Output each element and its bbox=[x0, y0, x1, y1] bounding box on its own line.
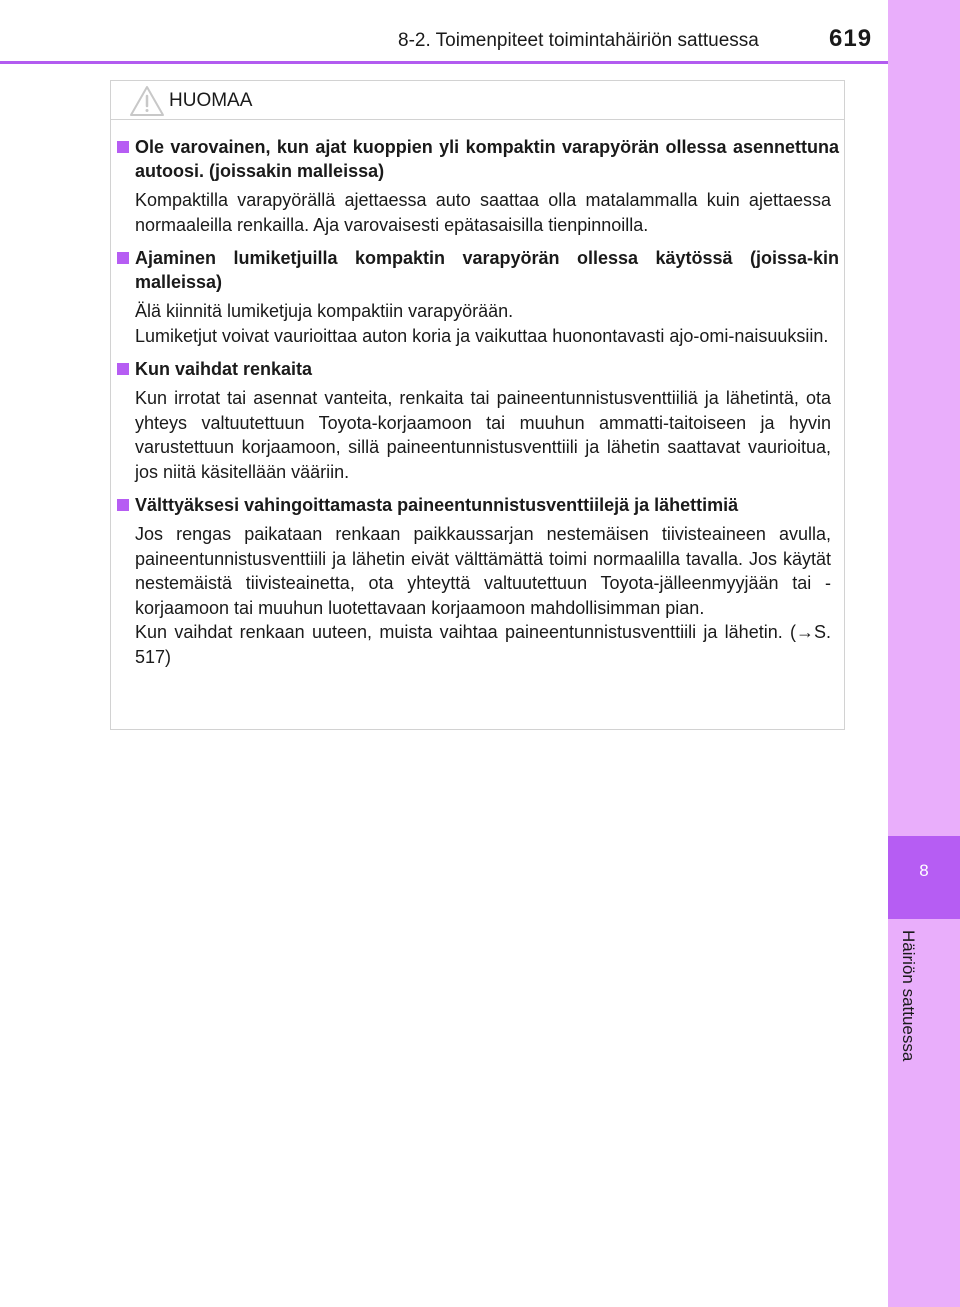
paragraph: Kun irrotat tai asennat vanteita, renkaita tai paineentunnistusventtiiliä ja lähetintä, ota yhteys valtuutettuun Toyota-korjaamoon tai muuhun ammatti-taitoiseen ja hyvin varustettuun korjaamoon, sillä paineentunnistusventtiili ja lähetin saattavat vaurioitua, jos niitä käsitellään vääriin. bbox=[135, 388, 831, 482]
chapter-label: Häiriön sattuessa bbox=[899, 930, 918, 1062]
chapter-side-tab bbox=[888, 0, 960, 1307]
section-heading: Ajaminen lumiketjuilla kompaktin varapyörän ollessa käytössä (joissa-kin malleissa) bbox=[117, 246, 839, 294]
notice-body bbox=[117, 135, 839, 678]
section-title: 8-2. Toimenpiteet toimintahäiriön sattuessa bbox=[398, 30, 759, 51]
notice-header bbox=[111, 81, 844, 120]
notice-section bbox=[117, 493, 839, 669]
square-bullet-icon bbox=[117, 252, 129, 264]
notice-section bbox=[117, 357, 839, 484]
notice-section bbox=[117, 135, 839, 237]
section-text bbox=[117, 522, 839, 669]
section-text bbox=[117, 188, 839, 237]
paragraph: Kompaktilla varapyörällä ajettaessa auto saattaa olla matalammalla kuin ajettaessa normaaleilla renkailla. Aja varovaisesti epätasaisilla tienpinnoilla. bbox=[135, 190, 831, 235]
header-divider bbox=[0, 61, 888, 64]
notice-section bbox=[117, 246, 839, 348]
square-bullet-icon bbox=[117, 499, 129, 511]
chapter-number: 8 bbox=[919, 861, 929, 880]
section-text bbox=[117, 386, 839, 484]
paragraph: Älä kiinnitä lumiketjuja kompaktiin varapyörään. bbox=[135, 301, 514, 321]
paragraph: Jos rengas paikataan renkaan paikkaussarjan nestemäisen tiivisteaineen avulla, paineentunnistusventtiili ja lähetin eivät välttämättä toimi normaalilla tavalla. Jos käytät nestemäistä tiivisteainetta, ota yhteyttä valtuutettuun Toyota-jälleenmyyjään tai -korjaamoon tai muuhun luotettavaan korjaamoon mahdollisimman pian. bbox=[135, 524, 831, 618]
notice-title: HUOMAA bbox=[169, 90, 253, 111]
square-bullet-icon bbox=[117, 141, 129, 153]
section-heading: Kun vaihdat renkaita bbox=[117, 357, 839, 381]
section-text bbox=[117, 299, 839, 348]
section-heading: Välttyäksesi vahingoittamasta paineentunnistusventtiilejä ja lähettimiä bbox=[117, 493, 839, 517]
section-heading: Ole varovainen, kun ajat kuoppien yli kompaktin varapyörän ollessa asennettuna autoosi. (joissakin malleissa) bbox=[117, 135, 839, 183]
notice-box bbox=[110, 80, 845, 730]
paragraph: Kun vaihdat renkaan uuteen, muista vaihtaa paineentunnistusventtiili ja lähetin. (→S. 517) bbox=[135, 622, 831, 667]
paragraph: Lumiketjut voivat vaurioittaa auton koria ja vaikuttaa huonontavasti ajo-omi-naisuuksiin. bbox=[135, 325, 829, 346]
page-number: 619 bbox=[829, 25, 873, 52]
square-bullet-icon bbox=[117, 363, 129, 375]
warning-triangle-icon bbox=[129, 85, 165, 117]
